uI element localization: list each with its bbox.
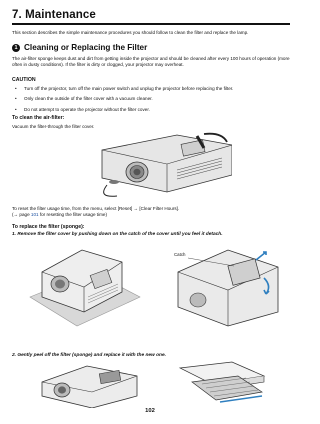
section-number-badge: 1 <box>12 44 20 52</box>
chapter-rule <box>12 23 290 25</box>
projector-on-mat-illustration <box>22 242 142 327</box>
intro-text: This section describes the simple maintenance procedures you should follow to clean the filter and replace the lamp. <box>12 30 249 35</box>
page-link[interactable]: 101 <box>30 212 39 217</box>
section-heading <box>12 43 147 52</box>
caution-list <box>12 86 292 117</box>
caution-item: • Turn off the projector, turn off the main power switch and unplug the projector before replacing the filter. <box>15 86 234 91</box>
reset-reference: (→ page 101 for resetting the filter usage time) <box>12 212 108 217</box>
projector-filter-removed-illustration <box>32 362 142 408</box>
step-1-text: 1. Remove the filter cover by pushing down on the catch of the cover until you feel it detach. <box>12 232 223 237</box>
vacuum-filter-illustration <box>82 130 232 200</box>
section-title: Cleaning or Replacing the Filter <box>24 43 148 52</box>
filter-description: The air-filter sponge keeps dust and dirt from getting inside the projector and should be cleaned after every 100 hours of operation (more often in dusty conditions). If the filter is dirty or clogged, your projector may overheat. <box>12 56 290 67</box>
caution-item: • Do not attempt to operate the projector without the filter cover. <box>15 106 150 112</box>
step-2-text: 2. Gently peel off the filter (sponge) and replace it with the new one. <box>12 353 166 358</box>
clean-heading: To clean the air-filter: <box>12 115 65 121</box>
catch-label: Catch <box>174 252 186 257</box>
clean-text: Vacuum the filter-through the filter cover. <box>12 124 95 129</box>
caution-item: • Only clean the outside of the filter cover with a vacuum cleaner. <box>15 96 153 102</box>
caution-heading: CAUTION <box>12 77 36 83</box>
filter-sponge-illustration <box>172 358 272 408</box>
reset-text: To reset the filter usage time, from the menu, select [Reset] → [Clear Filter Hours]. <box>12 206 180 211</box>
chapter-title: 7. Maintenance <box>12 9 96 21</box>
page-number: 102 <box>145 408 155 414</box>
filter-catch-illustration <box>168 242 280 327</box>
replace-heading: To replace the filter (sponge): <box>12 224 85 230</box>
